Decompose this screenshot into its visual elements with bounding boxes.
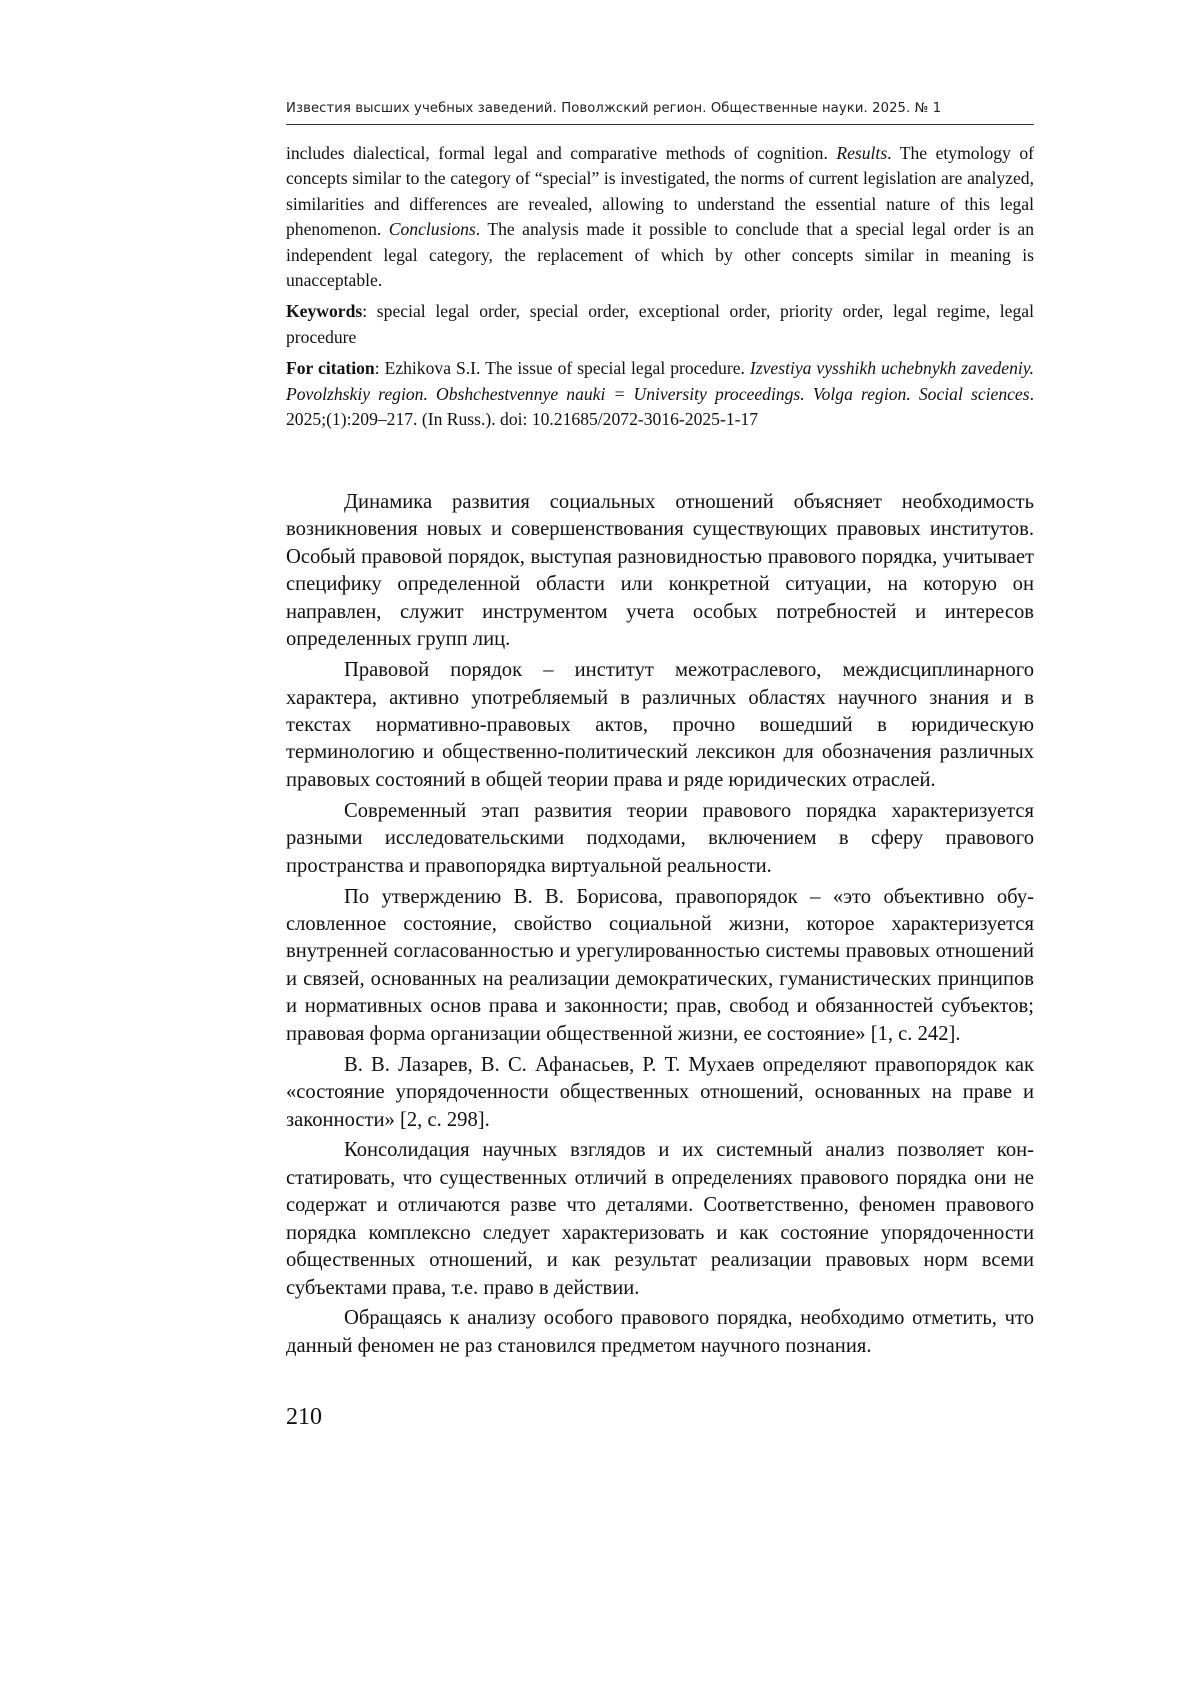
keywords-label: Keywords — [286, 301, 363, 322]
body-paragraph-7: Обращаясь к анализу особого правового порядка, необходимо отметить, что данный феномен не раз становился предметом научного познания. — [286, 1307, 1034, 1357]
article-body — [286, 489, 1034, 1364]
body-paragraph-5: В. В. Лазарев, В. С. Афанасьев, Р. Т. Мухаев определяют правопорядок как «состояние упорядоченности общественных отношений, основанных на праве и законности» [2, с. 298]. — [286, 1053, 1034, 1131]
citation-paragraph — [286, 356, 1034, 432]
running-header: Известия высших учебных заведений. Поволжский регион. Общественные науки. 2025. № 1 — [286, 101, 942, 116]
abstract-paragraph — [286, 141, 1034, 293]
citation-authors-title: : Ezhikova S.I. The issue of special legal procedure. — [374, 358, 750, 379]
abstract-section — [286, 141, 1034, 432]
keywords-paragraph — [286, 299, 1034, 350]
body-paragraph-2: Правовой порядок – институт межотраслевого, междисциплинарного характера, активно употребляемый в различных областях научного знания и в текстах нормативно-правовых актов, прочно вошедший в юридическую терминологию и общественно-политический лексикон для обозначения различных правовых состояний в общей теории права и ряде юридических отраслей. — [286, 659, 1034, 791]
body-paragraph-1: Динамика развития социальных отношений объясняет необходимость возникновения новых и совершенствования существующих правовых институтов. Особый правовой порядок, выступая разновидностью правового порядка, учитывает специфику определенной области или конкретной ситуации, на которую он направлен, служит инструментом учета особых потребностей и интересов определенных групп лиц. — [286, 491, 1034, 651]
body-paragraph-6: Консолидация научных взглядов и их системный анализ позволяет констатировать, что существенных отличий в определениях правового порядка они не содержат и отличаются разве что деталями. Соответственно, феномен правового порядка комплексно следует характеризовать и как состояние упорядоченности общественных отношений, и как результат реализации правовых норм всеми субъектами права, т.е. право в действии. — [286, 1139, 1034, 1299]
conclusions-label: Conclusions — [388, 219, 476, 240]
citation-journal: Izvestiya vysshikh uchebnykh zavedeniy. Povolzhskiy region. Obshchestvennye nauki = University proceedings. Volga region. Social sciences — [286, 358, 1034, 404]
abstract-conclusions-text: . The analysis made it possible to conclude that a special legal order is an independent legal category, the replacement of which by other concepts similar in meaning is unacceptable. — [286, 219, 1034, 291]
header-rule — [286, 124, 1034, 125]
citation-label: For citation — [286, 358, 375, 379]
results-label: Results — [836, 143, 888, 163]
abstract-methods-text: includes dialectical, formal legal and comparative methods of cognition. — [286, 143, 837, 163]
page-number: 210 — [286, 1404, 322, 1430]
keywords-text: : special legal order, special order, exceptional order, priority order, legal regime, legal procedure — [286, 301, 1034, 347]
body-paragraph-4: По утверждению В. В. Борисова, правопорядок – «это объективно обусловленное состояние, свойство социальной жизни, которое характеризуется внутренней согласованностью и урегулированностью системы правовых отношений и связей, основанных на реализации демократических, гуманистических принципов и нормативных основ права и законности; прав, свобод и обязанностей субъектов; правовая форма организации общественной жизни, ее состояние» [1, с. 242]. — [286, 885, 1034, 1045]
body-paragraph-3: Современный этап развития теории правового порядка характеризуется разными исследовательскими подходами, включением в сферу правового пространства и правопорядка виртуальной реальности. — [286, 799, 1034, 877]
citation-details: . 2025;(1):209–217. (In Russ.). doi: 10.21685/2072-3016-2025-1-17 — [286, 383, 1034, 430]
abstract-results-text: . The etymology of concepts similar to the category of “special” is investigated, the norms of current legislation are analyzed, similarities and differences are revealed, allowing to understand the essential nature of this legal phenomenon. — [286, 143, 1034, 240]
